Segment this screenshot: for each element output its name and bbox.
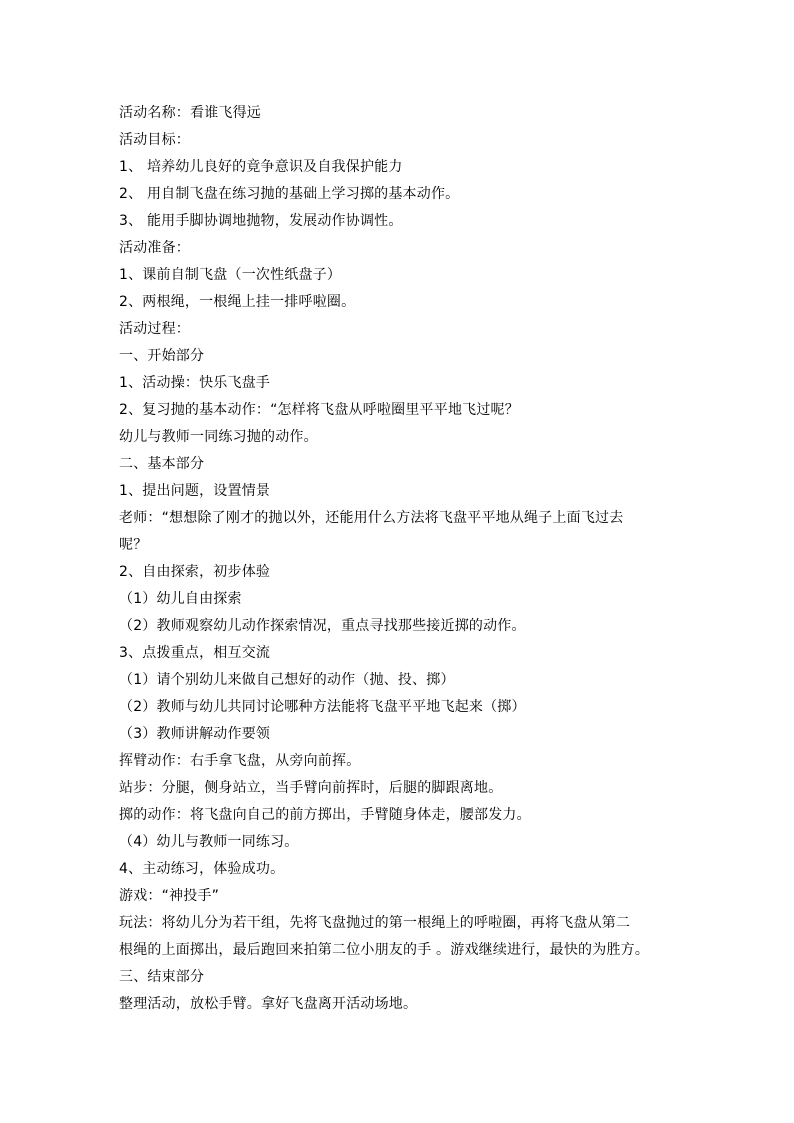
throw-action: 掷的动作：将飞盘向自己的前方掷出，手臂随身体走，腰部发力。 [119, 807, 531, 823]
goal-item-1: 1、 培养幼儿良好的竟争意识及自我保护能力 [119, 159, 403, 175]
game-title: 游戏：“神投手” [119, 888, 220, 904]
start-step-1: 1、活动操：快乐飞盘手 [119, 375, 271, 391]
activity-goals-heading: 活动目标： [119, 132, 190, 148]
game-rules-line-2: 根绳的上面掷出，最后跑回来拍第二位小朋友的手 。游戏继续进行，最快的为胜方。 [119, 942, 650, 958]
game-rules-line-1: 玩法：将幼儿分为若干组，先将飞盘抛过的第一根绳上的呼啦圈，再将飞盘从第二 [119, 915, 631, 931]
basic-step-1: 1、提出问题，设置情景 [119, 483, 271, 499]
basic-step-3-sub-1: （1）请个别幼儿来做自己想好的动作（抛、投、掷） [119, 672, 455, 688]
teacher-question-line-2: 呢？ [119, 537, 148, 553]
goal-item-3: 3、 能用手脚协调地抛物，发展动作协调性。 [119, 213, 403, 229]
end-step: 整理活动，放松手臂。拿好飞盘离开活动场地。 [119, 996, 418, 1012]
section-start-heading: 一、开始部分 [119, 348, 205, 364]
start-step-2: 2、复习抛的基本动作：“怎样将飞盘从呼啦圈里平平地飞过呢？ [119, 402, 519, 418]
basic-step-3-sub-3: （3）教师讲解动作要领 [119, 726, 271, 742]
activity-preparation-heading: 活动准备： [119, 240, 190, 256]
start-step-2-note: 幼儿与教师一同练习抛的动作。 [119, 429, 318, 445]
section-end-heading: 三、结束部分 [119, 969, 205, 985]
basic-step-2-sub-1: （1）幼儿自由探索 [119, 591, 242, 607]
basic-step-2-sub-2: （2）教师观察幼儿动作探索情况，重点寻找那些接近掷的动作。 [119, 618, 526, 634]
teacher-question-line-1: 老师：“想想除了刚才的抛以外，还能用什么方法将飞盘平平地从绳子上面飞过去 [119, 510, 624, 526]
basic-step-3: 3、点拨重点，相互交流 [119, 645, 271, 661]
basic-step-4: 4、主动练习，体验成功。 [119, 861, 285, 877]
activity-name-line: 活动名称：看谁飞得远 [119, 105, 261, 121]
basic-step-2: 2、自由探索，初步体验 [119, 564, 271, 580]
basic-step-3-sub-2: （2）教师与幼儿共同讨论哪种方法能将飞盘平平地飞起来（掷） [119, 699, 526, 715]
goal-item-2: 2、 用自制飞盘在练习抛的基础上学习掷的基本动作。 [119, 186, 460, 202]
stance-action: 站步：分腿，侧身站立，当手臂向前挥时，后腿的脚跟离地。 [119, 780, 503, 796]
basic-step-3-sub-4: （4）幼儿与教师一同练习。 [119, 834, 299, 850]
preparation-item-1: 1、课前自制飞盘（一次性纸盘子） [119, 267, 342, 283]
arm-swing-action: 挥臂动作：右手拿飞盘，从旁向前挥。 [119, 753, 361, 769]
activity-process-heading: 活动过程： [119, 321, 190, 337]
preparation-item-2: 2、两根绳，一根绳上挂一排呼啦圈。 [119, 294, 356, 310]
section-basic-heading: 二、基本部分 [119, 456, 205, 472]
document-body [119, 100, 689, 1018]
